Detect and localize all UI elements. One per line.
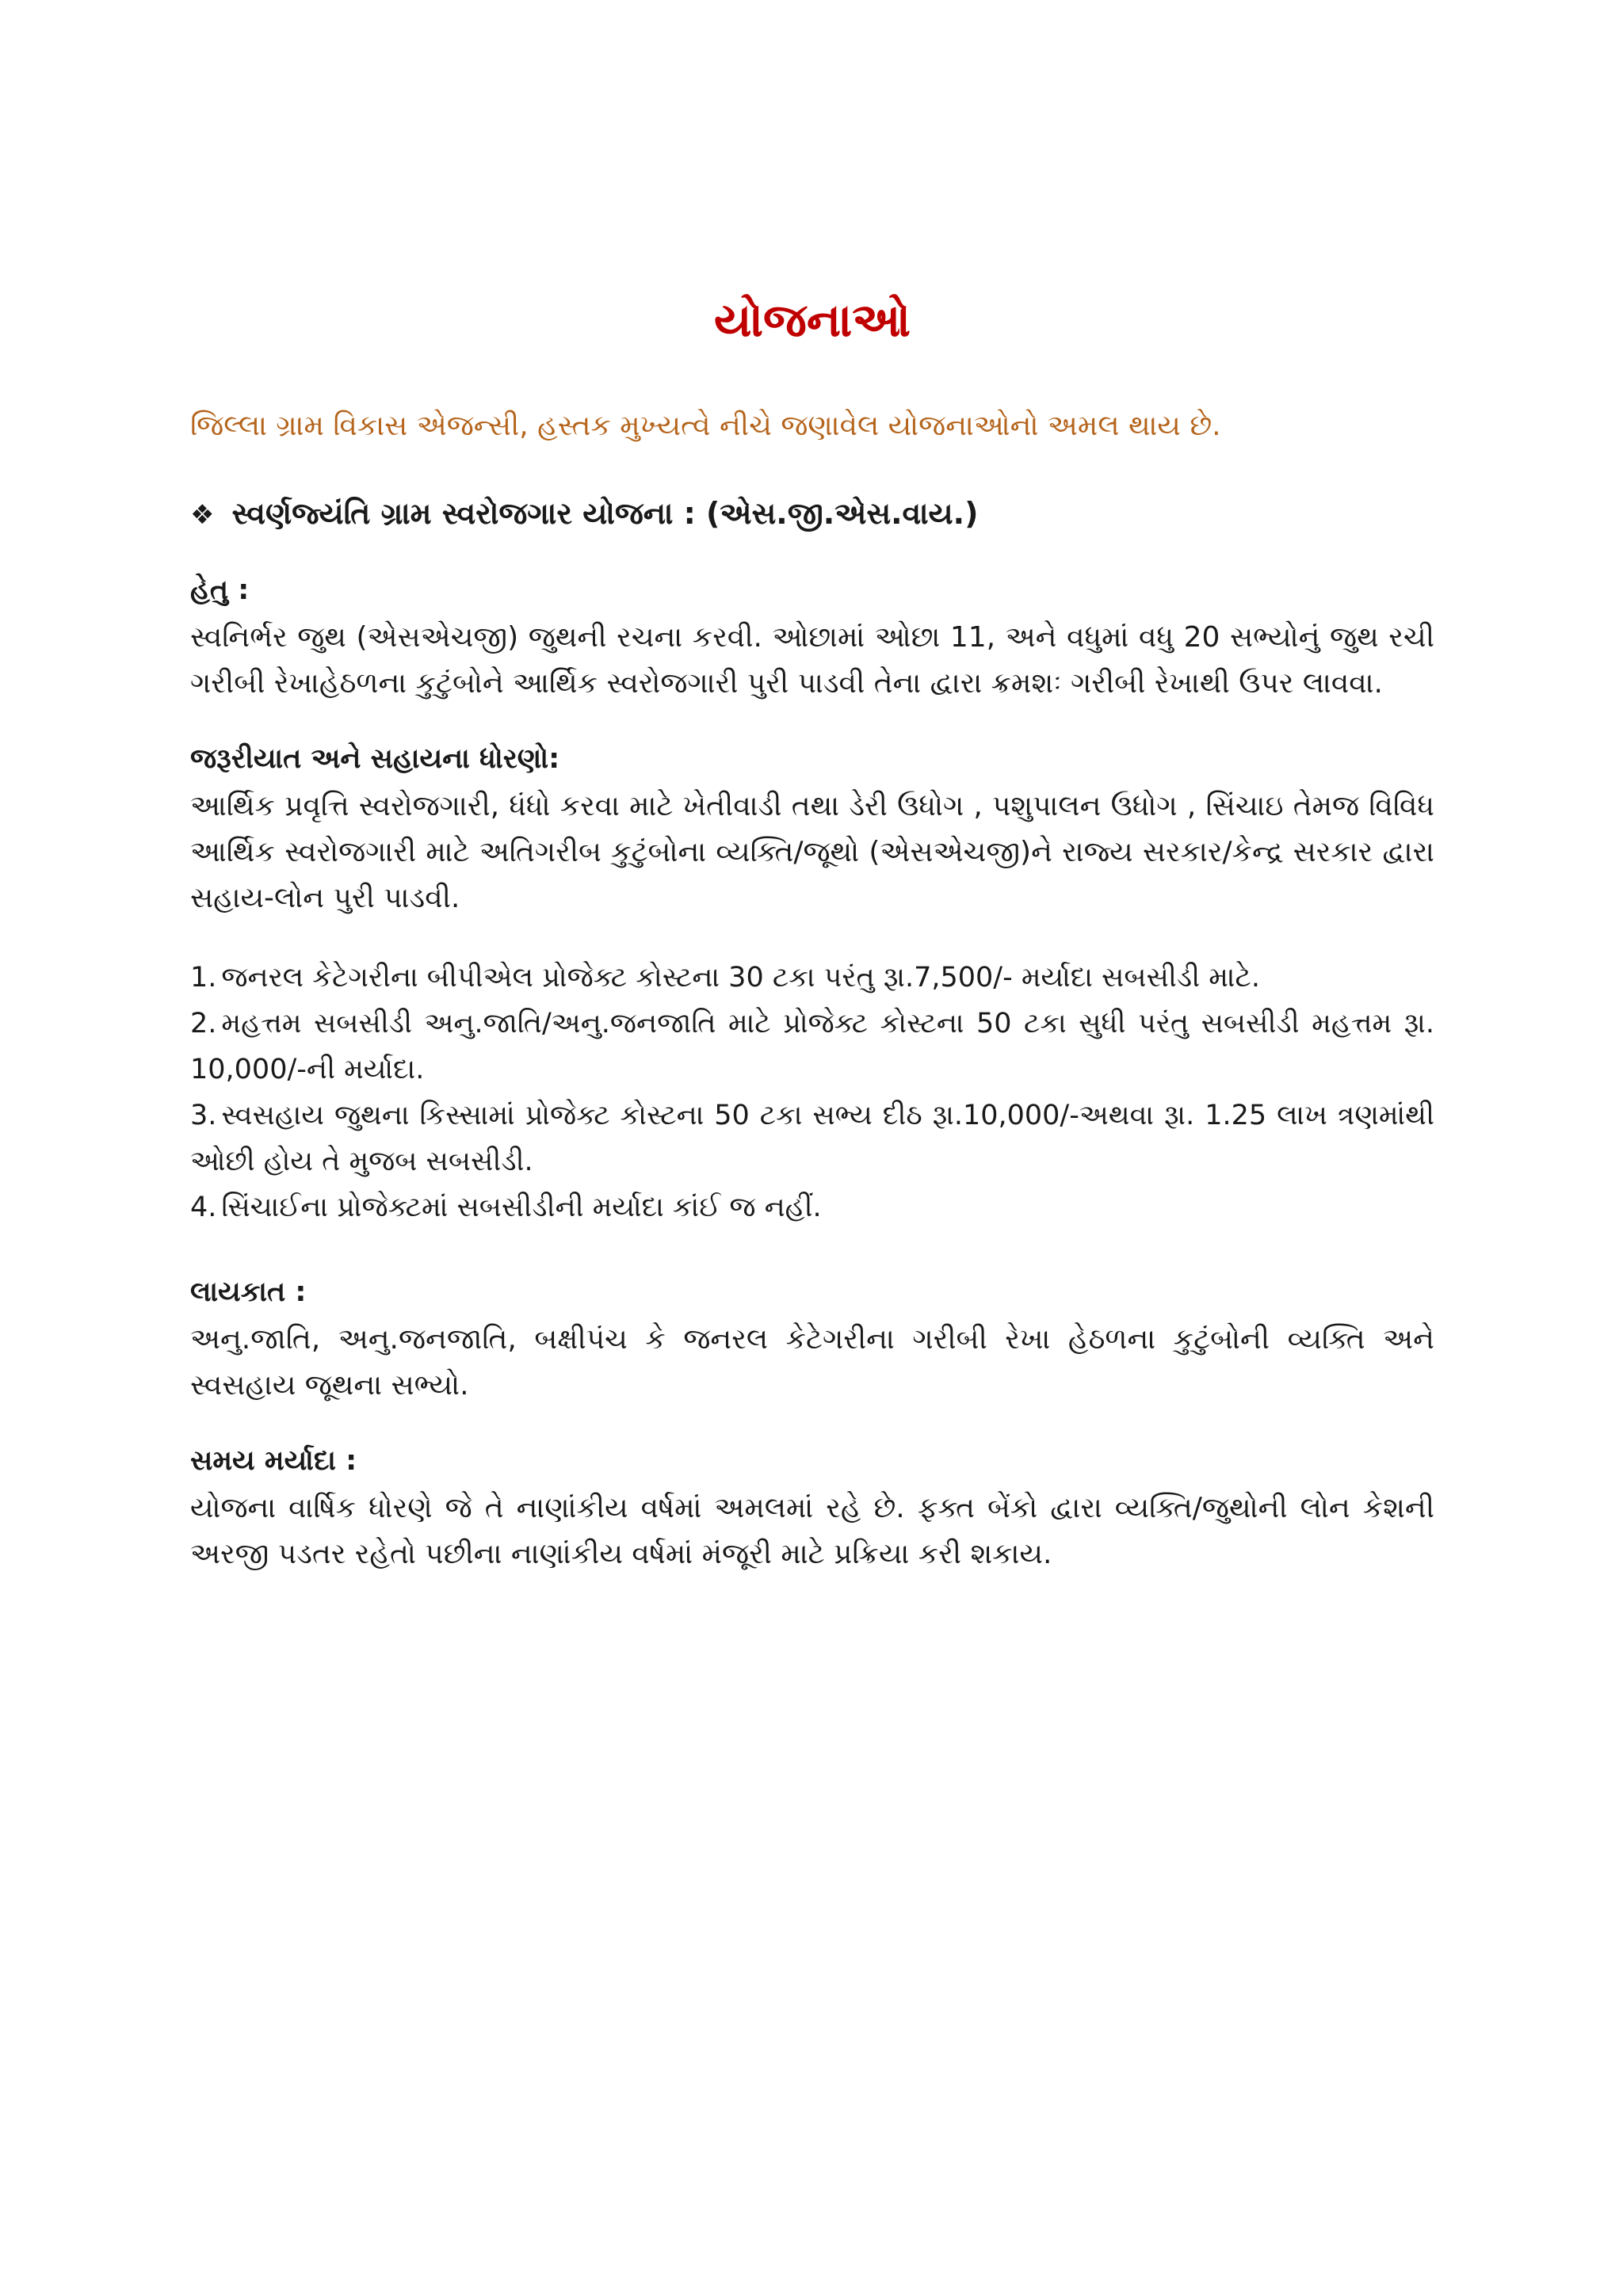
document-content <box>190 293 1434 1611</box>
eligibility-heading: લાયકાત : <box>190 1276 307 1308</box>
scheme-heading-text: સ્વર્ણજ્યંતિ ગ્રામ સ્વરોજગાર યોજના : (એસ.જી.એસ.વાય.) <box>231 495 979 531</box>
eligibility-text: અનુ.જાતિ, અનુ.જનજાતિ, બક્ષીપંચ કે જનરલ કેટેગરીના ગરીબી રેખા હેઠળના કુટુંબોની વ્યક્તિ અને સ્વસહાય જૂથના સભ્યો. <box>190 1322 1434 1402</box>
list-item-number: 2. <box>190 1007 217 1039</box>
list-item <box>190 1093 1434 1184</box>
list-item-number: 4. <box>190 1191 217 1223</box>
list-item <box>190 1184 1434 1230</box>
subsidy-list <box>190 955 1434 1230</box>
list-item <box>190 1001 1434 1093</box>
scheme-heading <box>190 493 1434 535</box>
diamond-bullet-icon: ❖ <box>190 498 215 531</box>
list-item-text: સ્વસહાય જુથના કિસ્સામાં પ્રોજેક્ટ કોસ્ટના 50 ટકા સભ્ય દીઠ રૂા.10,000/-અથવા રૂા. 1.25 લાખ ત્રણમાંથી ઓછી હોય તે મુજબ સબસીડી. <box>190 1099 1434 1177</box>
requirements-text: આર્થિક પ્રવૃત્તિ સ્વરોજગારી, ધંધો કરવા માટે ખેતીવાડી તથા ડેરી ઉધોગ , પશુપાલન ઉધોગ , સિંચાઇ તેમજ વિવિધ આર્થિક સ્વરોજગારી માટે અતિગરીબ કુટુંબોના વ્યક્તિ/જૂથો (એસએચજી)ને રાજ્ય સરકાર/કેન્દ્ર સરકાર દ્વારા સહાય-લોન પુરી પાડવી. <box>190 789 1434 914</box>
list-item <box>190 955 1434 1001</box>
time-limit-heading: સમય મર્યાદા : <box>190 1444 357 1477</box>
list-item-number: 3. <box>190 1099 217 1131</box>
intro-text: જિલ્લા ગ્રામ વિકાસ એજન્સી, હસ્તક મુખ્યત્વે નીચે જણાવેલ યોજનાઓનો અમલ થાય છે. <box>190 409 1221 442</box>
objective-heading: હેતુ : <box>190 574 250 606</box>
list-item-text: સિંચાઈના પ્રોજેક્ટમાં સબસીડીની મર્યાદા કાંઈ જ નહીં. <box>221 1191 822 1223</box>
requirements-heading: જરૂરીયાત અને સહાયના ધોરણો: <box>190 742 560 775</box>
list-item-text: મહત્તમ સબસીડી અનુ.જાતિ/અનુ.જનજાતિ માટે પ્રોજેક્ટ કોસ્ટના 50 ટકા સુધી પરંતુ સબસીડી મહત્તમ રૂા. 10,000/-ની મર્યાદા. <box>190 1007 1434 1085</box>
time-limit-text: યોજના વાર્ષિક ધોરણે જે તે નાણાંકીય વર્ષમાં અમલમાં રહે છે. ફક્ત બેંકો દ્વારા વ્યક્તિ/જુથોની લોન કેશની અરજી પડતર રહેતો પછીના નાણાંકીય વર્ષમાં મંજૂરી માટે પ્રક્રિયા કરી શકાય. <box>190 1491 1434 1570</box>
list-item-number: 1. <box>190 961 217 994</box>
objective-text: સ્વનિર્ભર જુથ (એસએચજી) જુથની રચના કરવી. ઓછામાં ઓછા 11, અને વધુમાં વધુ 20 સભ્યોનું જુથ રચી ગરીબી રેખાહેઠળના કુટુંબોને આર્થિક સ્વરોજગારી પુરી પાડવી તેના દ્વારા ક્રમશઃ ગરીબી રેખાથી ઉપર લાવવા. <box>190 620 1434 700</box>
page-title: યોજનાઓ <box>713 293 911 347</box>
list-item-text: જનરલ કેટેગરીના બીપીએલ પ્રોજેક્ટ કોસ્ટના 30 ટકા પરંતુ રૂા.7,500/- મર્યાદા સબસીડી માટે. <box>221 961 1260 994</box>
